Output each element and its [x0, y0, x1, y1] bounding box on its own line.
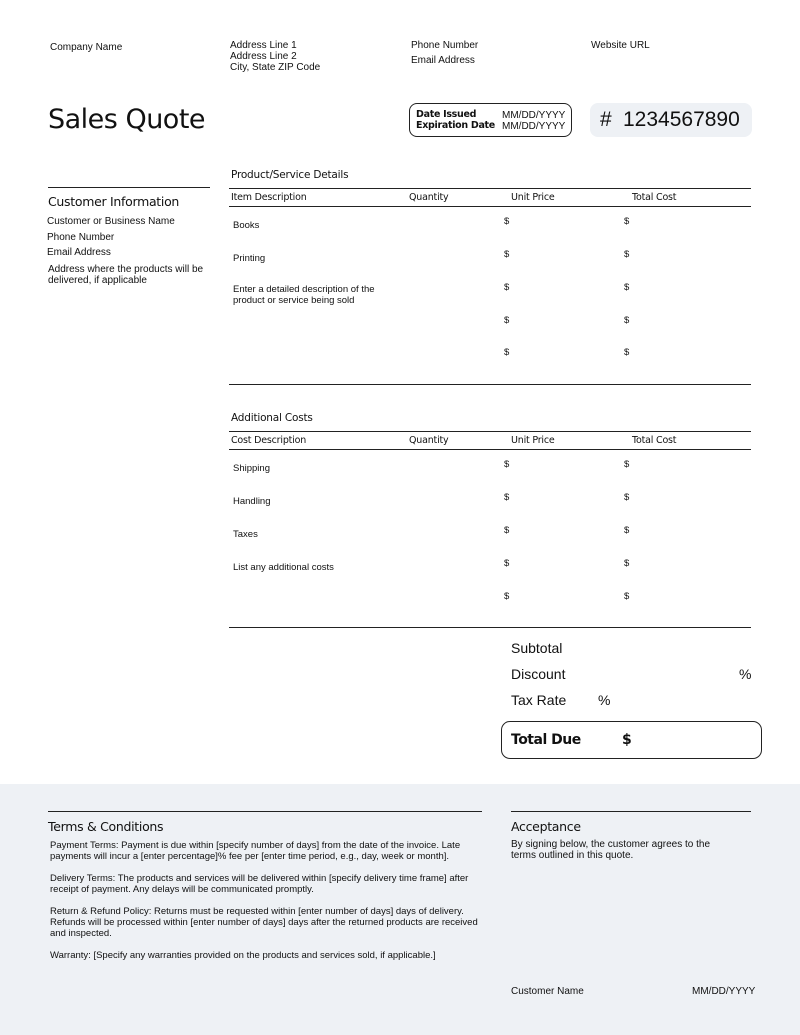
products-header-top-line [229, 188, 751, 189]
product-total-cost[interactable]: $ [624, 216, 630, 227]
company-name: Company Name [50, 42, 123, 53]
page-title: Sales Quote [48, 104, 206, 135]
product-unit-price[interactable]: $ [504, 315, 510, 326]
company-website: Website URL [591, 40, 650, 51]
total-due-box [501, 721, 762, 759]
additional-col-unit-price: Unit Price [511, 435, 555, 446]
expiration-date-label: Expiration Date [416, 120, 495, 131]
customer-address[interactable] [48, 264, 203, 286]
product-total-cost[interactable]: $ [624, 347, 630, 358]
cost-description[interactable]: List any additional costs [233, 562, 334, 573]
additional-header-bottom-line [229, 449, 751, 450]
cost-description[interactable]: Taxes [233, 529, 258, 540]
additional-col-description: Cost Description [231, 435, 307, 446]
customer-divider [48, 187, 210, 188]
cost-unit-price[interactable]: $ [504, 492, 510, 503]
additional-col-quantity: Quantity [409, 435, 449, 446]
additional-costs-title: Additional Costs [231, 412, 313, 424]
delivery-terms: Delivery Terms: The products and services will be delivered within [specify delivery time frame] after receipt of payment. Any delays will be communicated promptly. [50, 873, 469, 895]
address-line-2: Address Line 2 [230, 51, 297, 62]
date-issued-label: Date Issued [416, 109, 477, 120]
product-description[interactable]: Printing [233, 253, 266, 264]
discount-label: Discount [511, 666, 566, 682]
signature-date[interactable]: MM/DD/YYYY [692, 986, 756, 997]
products-bottom-line [229, 384, 751, 385]
product-total-cost[interactable]: $ [624, 249, 630, 260]
product-total-cost[interactable]: $ [624, 282, 630, 293]
terms-title: Terms & Conditions [48, 819, 164, 834]
product-description-line-2: product or service being sold [233, 295, 355, 306]
product-unit-price[interactable]: $ [504, 282, 510, 293]
date-issued-value[interactable]: MM/DD/YYYY [502, 110, 566, 121]
tax-rate-label: Tax Rate [511, 692, 567, 708]
cost-description[interactable]: Shipping [233, 463, 270, 474]
tax-rate-percent[interactable]: % [598, 692, 611, 708]
customer-info-title: Customer Information [48, 194, 180, 209]
product-description-line-1: Enter a detailed description of the [233, 284, 375, 295]
products-header-bottom-line [229, 206, 751, 207]
products-col-unit-price: Unit Price [511, 192, 555, 203]
products-col-total-cost: Total Cost [632, 192, 677, 203]
discount-percent[interactable]: % [739, 666, 752, 682]
customer-address-line-1: Address where the products will be [48, 264, 204, 275]
product-description[interactable] [233, 284, 375, 306]
cost-unit-price[interactable]: $ [504, 459, 510, 470]
products-title: Product/Service Details [231, 169, 349, 181]
quote-number-box [590, 103, 752, 137]
additional-bottom-line [229, 627, 751, 628]
company-address [230, 40, 320, 73]
products-col-quantity: Quantity [409, 192, 449, 203]
cost-unit-price[interactable]: $ [504, 558, 510, 569]
cost-total-cost[interactable]: $ [624, 492, 630, 503]
products-col-description: Item Description [231, 192, 307, 203]
terms-divider [48, 811, 482, 812]
cost-total-cost[interactable]: $ [624, 525, 630, 536]
total-due-value[interactable]: $ [622, 732, 632, 748]
customer-phone[interactable]: Phone Number [47, 232, 115, 243]
company-phone: Phone Number [411, 40, 479, 51]
quote-number[interactable]: 1234567890 [623, 108, 740, 131]
product-unit-price[interactable]: $ [504, 347, 510, 358]
quote-dates-box [409, 103, 572, 137]
customer-name-signature[interactable]: Customer Name [511, 986, 584, 997]
expiration-date-value[interactable]: MM/DD/YYYY [502, 121, 566, 132]
product-unit-price[interactable]: $ [504, 216, 510, 227]
cost-unit-price[interactable]: $ [504, 591, 510, 602]
customer-address-line-2: delivered, if applicable [48, 275, 147, 286]
product-total-cost[interactable]: $ [624, 315, 630, 326]
cost-total-cost[interactable]: $ [624, 558, 630, 569]
refund-policy: Return & Refund Policy: Returns must be requested within [enter number of days] days of delivery. Refunds will be processed within [enter number of days] days after the returned products are received and inspected. [50, 906, 478, 939]
address-city-state-zip: City, State ZIP Code [230, 62, 321, 73]
additional-header-top-line [229, 431, 751, 432]
cost-unit-price[interactable]: $ [504, 525, 510, 536]
hash-icon: # [600, 108, 612, 131]
acceptance-divider [511, 811, 751, 812]
payment-terms: Payment Terms: Payment is due within [specify number of days] from the date of the invoice. Late payments will incur a [enter percentage]% fee per [enter time period, e.g., day, week or month]. [50, 840, 461, 862]
terms-content [50, 840, 490, 961]
cost-total-cost[interactable]: $ [624, 459, 630, 470]
address-line-1: Address Line 1 [230, 40, 297, 51]
additional-col-total-cost: Total Cost [632, 435, 677, 446]
warranty-terms: Warranty: [Specify any warranties provided on the products and services sold, if applicable.] [50, 950, 436, 961]
cost-total-cost[interactable]: $ [624, 591, 630, 602]
product-description[interactable]: Books [233, 220, 260, 231]
cost-description[interactable]: Handling [233, 496, 271, 507]
product-unit-price[interactable]: $ [504, 249, 510, 260]
subtotal-label: Subtotal [511, 640, 563, 656]
customer-email[interactable]: Email Address [47, 247, 111, 258]
total-due-label: Total Due [511, 732, 581, 748]
acceptance-title: Acceptance [511, 819, 581, 834]
company-email: Email Address [411, 55, 475, 66]
customer-name[interactable]: Customer or Business Name [47, 216, 175, 227]
acceptance-text: By signing below, the customer agrees to the terms outlined in this quote. [511, 839, 711, 861]
